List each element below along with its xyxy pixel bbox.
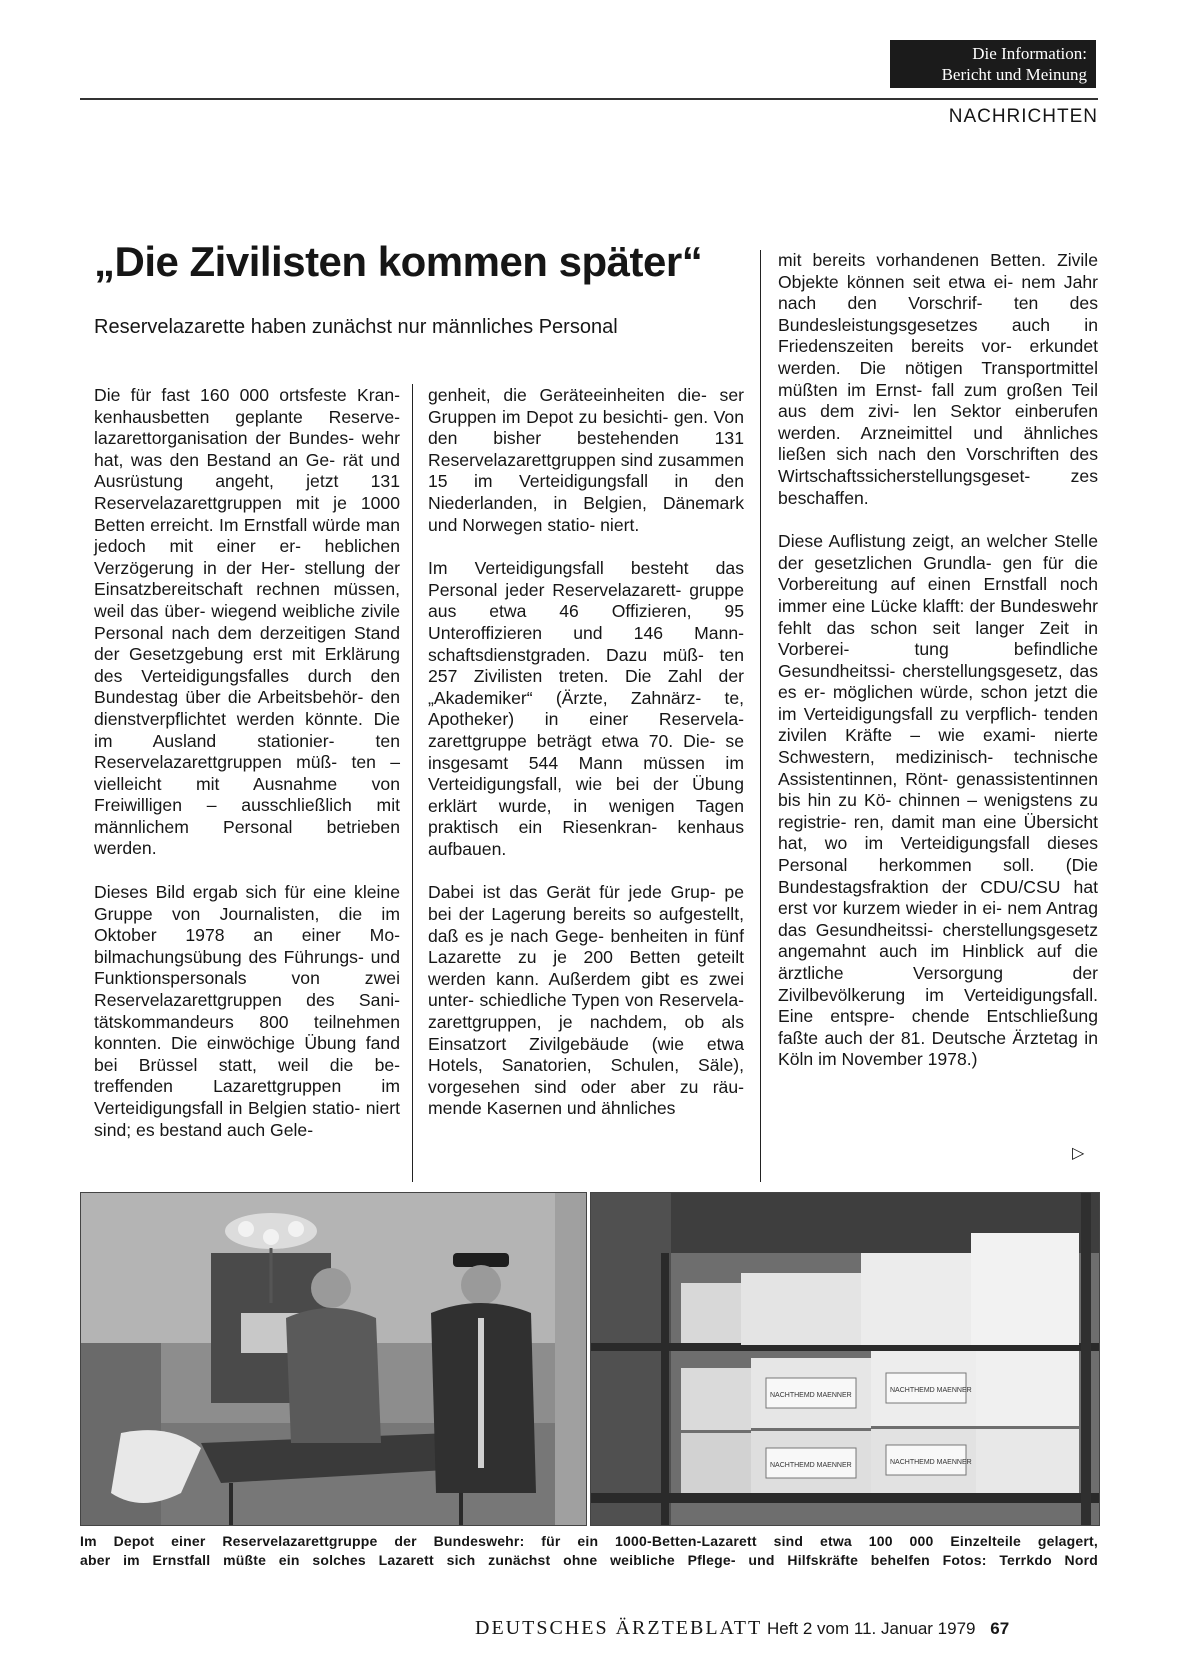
issue-info: Heft 2 vom 11. Januar 1979	[766, 1619, 976, 1638]
header-rule	[80, 98, 1098, 100]
column-divider	[760, 250, 761, 1182]
text-column-1	[94, 385, 400, 1163]
rubric-line-1: Die Information:	[972, 44, 1087, 63]
journal-name: DEUTSCHES ÄRZTEBLATT	[475, 1617, 763, 1639]
paragraph: mit bereits vorhandenen Betten. Zivile Objekte können seit etwa ei- nem Jahr nach den Vorschrif- ten des Bundesleistungsgesetzes auch in Friedenszeiten bereits vor- erkundet werden. Die nötigen Transportmittel müßten im Ernst- fall zum großen Teil aus dem zivi- len Sektor einberufen werden. Arzneimittel und ähnliches ließen sich nach den Vorschriften des Wirtschaftssicherstellungsgeset- zes beschaffen.	[778, 250, 1098, 508]
box-label: NACHTHEMD MAENNER	[770, 1392, 852, 1399]
rubric-line-2: Bericht und Meinung	[941, 65, 1087, 84]
page-footer	[475, 1617, 1098, 1640]
continue-arrow-icon: ▷	[1072, 1145, 1085, 1162]
photo-caption	[80, 1532, 1098, 1570]
text-column-2	[428, 385, 744, 1142]
section-label: NACHRICHTEN	[948, 106, 1098, 127]
caption-line-2: aber im Ernstfall müßte ein solches Lazarett sich zunächst ohne weibliche Pflege- und Hilfskräfte behelfen Fotos: Terrkdo Nord	[80, 1552, 1098, 1568]
paragraph: Die für fast 160 000 ortsfeste Kran- kenhausbetten geplante Reserve- lazarettorganisation der Bundes- wehr hat, was den Bestand an Ge- rät und Ausrüstung angeht, jetzt 131 Reservelazarettgruppen mit je 1000 Betten erreicht. Im Ernstfall würde man jedoch mit einer er- heblichen Verzögerung in der Her- stellung der Einsatzbereitschaft rechnen müssen, weil das über- wiegend weibliche zivile Personal nach dem derzeitigen Stand der Gesetzgebung erst mit Erklärung des Verteidigungsfalles durch den Bundestag über die Arbeitsbehör- den dienstverpflichtet werden könnte. Die im Ausland stationier- ten Reservelazarettgruppen müß- ten – vielleicht mit Ausnahme von Freiwilligen – ausschließlich mit männlichem Personal betrieben werden.	[94, 385, 400, 859]
article-subheadline: Reservelazarette haben zunächst nur männliches Personal	[94, 316, 618, 338]
photo-officers	[80, 1192, 587, 1526]
article-headline: „Die Zivilisten kommen später“	[94, 238, 703, 285]
paragraph: genheit, die Geräteeinheiten die- ser Gruppen im Depot zu besichti- gen. Von den bisher bestehenden 131 Reservelazarettgruppen sind zusammen 15 im Verteidigungsfall in den Niederlanden, in Belgien, Dänemark und Norwegen statio- niert.	[428, 385, 744, 535]
page-number: 67	[990, 1619, 1010, 1638]
rubric-badge	[890, 40, 1096, 88]
box-label: NACHTHEMD MAENNER	[890, 1387, 972, 1394]
photo-depot-boxes	[590, 1192, 1100, 1526]
paragraph: Dieses Bild ergab sich für eine kleine Gruppe von Journalisten, die im Oktober 1978 an einer Mo- bilmachungsübung des Führungs- und Funktionspersonals von zwei Reservelazarettgruppen des Sani- tätskommandeurs 800 teilnehmen konnten. Die einwöchige Übung fand bei Brüssel statt, weil die be- treffenden Lazarettgruppen im Verteidigungsfall in Belgien statio- niert sind; es bestand auch Gele-	[94, 882, 400, 1140]
box-label: NACHTHEMD MAENNER	[770, 1462, 852, 1469]
paragraph: Dabei ist das Gerät für jede Grup- pe bei der Lagerung bereits so aufgestellt, daß es je nach Gege- benheiten in fünf Lazarette zu je 200 Betten geteilt werden kann. Außerdem gibt es zwei unter- schiedliche Typen von Reservela- zarettgruppen, je nachdem, ob als Einsatzort Zivilgebäude (wie etwa Hotels, Sanatorien, Schulen, Säle), vorgesehen sind oder aber zu räu- mende Kasernen und ähnliches	[428, 882, 744, 1119]
box-label: NACHTHEMD MAENNER	[890, 1459, 972, 1466]
caption-line-1: Im Depot einer Reservelazarettgruppe der Bundeswehr: für ein 1000-Betten-Lazarett sind etwa 100 000 Einzelteile gelagert,	[80, 1533, 1098, 1549]
column-divider	[412, 384, 413, 1182]
paragraph: Diese Auflistung zeigt, an welcher Stelle der gesetzlichen Grundla- gen für die Vorbereitung auf einen Ernstfall noch immer eine Lücke klafft: der Bundeswehr fehlt das schon seit langer Zeit in Vorberei- tung befindliche Gesundheitssi- cherstellungsgesetz, das es er- möglichen würde, schon jetzt die im Verteidigungsfall zu verpflich- tenden zivilen Kräfte – wie exami- nierte Schwestern, medizinisch- technische Assistentinnen, Rönt- genassistentinnen bis hin zu Kö- chinnen – wenigstens zu registrie- ren, damit man eine Übersicht hat, wo im Verteidigungsfall dieses Personal herkommen soll. (Die Bundestagsfraktion der CDU/CSU hat erst vor kurzem wieder in ei- nem Antrag das Gesundheitssi- cherstellungsgesetz angemahnt auch im Hinblick auf die ärztliche Versorgung der Zivilbevölkerung im Verteidigungsfall. Eine entspre- chende Entschließung faßte auch der 81. Deutsche Ärztetag in Köln im November 1978.)	[778, 531, 1098, 1070]
paragraph: Im Verteidigungsfall besteht das Personal jeder Reservelazarett- gruppe aus etwa 46 Offizieren, 95 Unteroffizieren und 146 Mann- schaftsdienstgraden. Dazu müß- ten 257 Zivilisten treten. Die Zahl der „Akademiker“ (Ärzte, Zahnärz- te, Apotheker) in einer Reservela- zarettgruppe beträgt etwa 70. Die- se insgesamt 544 Mann müssen im Verteidigungsfall, wie bei der Übung erklärt wurde, in wenigen Tagen praktisch ein Riesenkran- kenhaus aufbauen.	[428, 558, 744, 859]
text-column-3	[778, 250, 1098, 1093]
